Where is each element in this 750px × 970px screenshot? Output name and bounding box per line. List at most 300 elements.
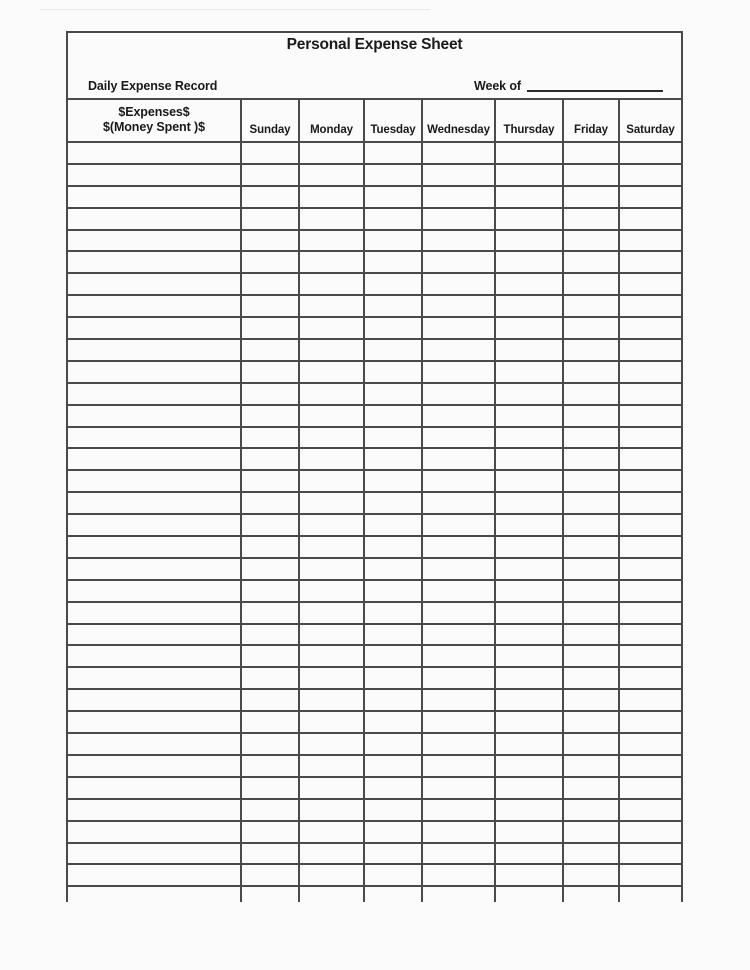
table-row bbox=[68, 471, 681, 493]
day-amount-cell bbox=[564, 209, 620, 229]
day-amount-cell bbox=[300, 581, 365, 601]
day-amount-cell bbox=[300, 603, 365, 623]
day-header-thursday: Thursday bbox=[496, 100, 564, 141]
expense-item-cell bbox=[68, 603, 242, 623]
day-header-saturday: Saturday bbox=[626, 124, 675, 136]
day-amount-cell bbox=[620, 384, 681, 404]
day-amount-cell bbox=[620, 471, 681, 491]
day-amount-cell bbox=[365, 603, 423, 623]
day-amount-cell bbox=[300, 646, 365, 666]
table-body bbox=[68, 143, 681, 902]
day-amount-cell bbox=[496, 646, 564, 666]
day-amount-cell bbox=[365, 449, 423, 469]
day-amount-cell bbox=[564, 712, 620, 732]
expense-item-cell bbox=[68, 362, 242, 382]
day-amount-cell bbox=[564, 734, 620, 754]
day-amount-cell bbox=[423, 165, 496, 185]
day-amount-cell bbox=[620, 712, 681, 732]
expenses-header-line1: $Expenses$ bbox=[118, 105, 190, 119]
day-amount-cell bbox=[564, 646, 620, 666]
table-row bbox=[68, 274, 681, 296]
day-amount-cell bbox=[365, 625, 423, 645]
day-amount-cell bbox=[564, 581, 620, 601]
day-amount-cell bbox=[620, 165, 681, 185]
day-amount-cell bbox=[496, 428, 564, 448]
day-amount-cell bbox=[564, 362, 620, 382]
day-amount-cell bbox=[620, 625, 681, 645]
expense-item-cell bbox=[68, 515, 242, 535]
expense-item-cell bbox=[68, 471, 242, 491]
day-amount-cell bbox=[496, 296, 564, 316]
day-amount-cell bbox=[620, 734, 681, 754]
day-amount-cell bbox=[242, 668, 300, 688]
day-amount-cell bbox=[496, 318, 564, 338]
day-amount-cell bbox=[300, 493, 365, 513]
day-amount-cell bbox=[496, 515, 564, 535]
day-amount-cell bbox=[423, 515, 496, 535]
day-amount-cell bbox=[564, 449, 620, 469]
expenses-column-header bbox=[68, 100, 242, 141]
day-amount-cell bbox=[242, 449, 300, 469]
day-amount-cell bbox=[496, 800, 564, 820]
day-amount-cell bbox=[423, 756, 496, 776]
day-amount-cell bbox=[300, 625, 365, 645]
day-amount-cell bbox=[365, 406, 423, 426]
day-amount-cell bbox=[242, 537, 300, 557]
day-amount-cell bbox=[564, 822, 620, 842]
day-amount-cell bbox=[496, 209, 564, 229]
table-row bbox=[68, 646, 681, 668]
day-amount-cell bbox=[300, 428, 365, 448]
day-amount-cell bbox=[620, 822, 681, 842]
day-amount-cell bbox=[365, 690, 423, 710]
day-amount-cell bbox=[242, 603, 300, 623]
day-amount-cell bbox=[300, 209, 365, 229]
day-amount-cell bbox=[300, 384, 365, 404]
day-amount-cell bbox=[300, 231, 365, 251]
day-amount-cell bbox=[564, 231, 620, 251]
day-amount-cell bbox=[564, 296, 620, 316]
day-amount-cell bbox=[423, 296, 496, 316]
day-amount-cell bbox=[365, 515, 423, 535]
week-of-field bbox=[474, 78, 663, 93]
day-amount-cell bbox=[620, 252, 681, 272]
day-amount-cell bbox=[564, 384, 620, 404]
day-amount-cell bbox=[620, 690, 681, 710]
expense-item-cell bbox=[68, 209, 242, 229]
day-amount-cell bbox=[300, 165, 365, 185]
day-amount-cell bbox=[365, 800, 423, 820]
day-amount-cell bbox=[620, 800, 681, 820]
day-amount-cell bbox=[242, 844, 300, 864]
day-amount-cell bbox=[365, 362, 423, 382]
day-amount-cell bbox=[242, 231, 300, 251]
personal-expense-sheet bbox=[66, 31, 683, 902]
day-amount-cell bbox=[620, 581, 681, 601]
day-amount-cell bbox=[365, 493, 423, 513]
day-amount-cell bbox=[423, 778, 496, 798]
expense-item-cell bbox=[68, 406, 242, 426]
day-amount-cell bbox=[300, 800, 365, 820]
day-amount-cell bbox=[496, 603, 564, 623]
expense-item-cell bbox=[68, 143, 242, 163]
day-amount-cell bbox=[496, 865, 564, 885]
table-row bbox=[68, 165, 681, 187]
day-amount-cell bbox=[496, 384, 564, 404]
day-amount-cell bbox=[423, 384, 496, 404]
expense-item-cell bbox=[68, 887, 242, 902]
day-amount-cell bbox=[620, 406, 681, 426]
day-amount-cell bbox=[564, 406, 620, 426]
day-amount-cell bbox=[423, 537, 496, 557]
table-row bbox=[68, 581, 681, 603]
day-amount-cell bbox=[365, 231, 423, 251]
table-row bbox=[68, 362, 681, 384]
day-amount-cell bbox=[300, 865, 365, 885]
day-amount-cell bbox=[365, 822, 423, 842]
day-amount-cell bbox=[365, 165, 423, 185]
day-amount-cell bbox=[423, 844, 496, 864]
table-row bbox=[68, 340, 681, 362]
day-amount-cell bbox=[365, 778, 423, 798]
table-row bbox=[68, 515, 681, 537]
day-header-monday: Monday bbox=[300, 100, 365, 141]
day-amount-cell bbox=[242, 406, 300, 426]
expense-item-cell bbox=[68, 318, 242, 338]
day-amount-cell bbox=[300, 252, 365, 272]
day-amount-cell bbox=[496, 887, 564, 902]
expense-item-cell bbox=[68, 844, 242, 864]
day-amount-cell bbox=[496, 712, 564, 732]
day-amount-cell bbox=[620, 209, 681, 229]
day-amount-cell bbox=[620, 646, 681, 666]
day-amount-cell bbox=[242, 625, 300, 645]
day-amount-cell bbox=[564, 274, 620, 294]
day-amount-cell bbox=[365, 143, 423, 163]
day-amount-cell bbox=[564, 756, 620, 776]
day-amount-cell bbox=[365, 209, 423, 229]
day-amount-cell bbox=[423, 209, 496, 229]
day-amount-cell bbox=[300, 362, 365, 382]
day-amount-cell bbox=[300, 471, 365, 491]
table-row bbox=[68, 887, 681, 902]
table-row bbox=[68, 493, 681, 515]
column-header-row bbox=[68, 100, 681, 143]
expense-item-cell bbox=[68, 800, 242, 820]
day-amount-cell bbox=[300, 449, 365, 469]
day-amount-cell bbox=[564, 690, 620, 710]
day-header-friday: Friday bbox=[564, 100, 620, 141]
day-header-sunday: Sunday bbox=[242, 100, 300, 141]
expense-item-cell bbox=[68, 822, 242, 842]
day-amount-cell bbox=[620, 231, 681, 251]
day-amount-cell bbox=[242, 559, 300, 579]
day-amount-cell bbox=[496, 756, 564, 776]
day-amount-cell bbox=[423, 406, 496, 426]
expense-item-cell bbox=[68, 712, 242, 732]
day-amount-cell bbox=[496, 362, 564, 382]
expense-item-cell bbox=[68, 449, 242, 469]
day-amount-cell bbox=[242, 318, 300, 338]
day-amount-cell bbox=[564, 340, 620, 360]
day-amount-cell bbox=[620, 274, 681, 294]
day-amount-cell bbox=[496, 340, 564, 360]
expense-item-cell bbox=[68, 252, 242, 272]
day-amount-cell bbox=[620, 340, 681, 360]
day-amount-cell bbox=[496, 493, 564, 513]
day-amount-cell bbox=[423, 822, 496, 842]
day-amount-cell bbox=[496, 537, 564, 557]
day-amount-cell bbox=[620, 537, 681, 557]
day-amount-cell bbox=[365, 865, 423, 885]
day-amount-cell bbox=[423, 581, 496, 601]
day-amount-cell bbox=[423, 471, 496, 491]
day-amount-cell bbox=[365, 537, 423, 557]
day-amount-cell bbox=[365, 340, 423, 360]
table-row bbox=[68, 143, 681, 165]
day-amount-cell bbox=[365, 471, 423, 491]
expense-item-cell bbox=[68, 274, 242, 294]
day-amount-cell bbox=[300, 296, 365, 316]
table-row bbox=[68, 231, 681, 253]
table-row bbox=[68, 406, 681, 428]
day-amount-cell bbox=[620, 515, 681, 535]
day-amount-cell bbox=[564, 844, 620, 864]
day-amount-cell bbox=[423, 231, 496, 251]
day-amount-cell bbox=[242, 296, 300, 316]
table-row bbox=[68, 318, 681, 340]
day-amount-cell bbox=[242, 712, 300, 732]
day-amount-cell bbox=[423, 690, 496, 710]
day-amount-cell bbox=[300, 537, 365, 557]
expense-item-cell bbox=[68, 865, 242, 885]
day-amount-cell bbox=[620, 318, 681, 338]
expense-item-cell bbox=[68, 296, 242, 316]
day-header-wednesday: Wednesday bbox=[423, 100, 496, 141]
day-amount-cell bbox=[496, 406, 564, 426]
day-amount-cell bbox=[620, 296, 681, 316]
day-amount-cell bbox=[242, 165, 300, 185]
day-amount-cell bbox=[365, 384, 423, 404]
expense-item-cell bbox=[68, 384, 242, 404]
day-amount-cell bbox=[242, 252, 300, 272]
scan-artifact-line bbox=[40, 9, 430, 10]
table-row bbox=[68, 537, 681, 559]
day-amount-cell bbox=[620, 493, 681, 513]
day-amount-cell bbox=[300, 778, 365, 798]
table-row bbox=[68, 296, 681, 318]
expense-item-cell bbox=[68, 428, 242, 448]
day-amount-cell bbox=[620, 428, 681, 448]
day-amount-cell bbox=[496, 822, 564, 842]
day-amount-cell bbox=[564, 668, 620, 688]
daily-expense-record-label: Daily Expense Record bbox=[88, 79, 218, 93]
day-amount-cell bbox=[620, 143, 681, 163]
day-amount-cell bbox=[564, 625, 620, 645]
day-amount-cell bbox=[300, 406, 365, 426]
day-amount-cell bbox=[423, 274, 496, 294]
expense-item-cell bbox=[68, 493, 242, 513]
day-amount-cell bbox=[496, 668, 564, 688]
day-amount-cell bbox=[365, 428, 423, 448]
table-row bbox=[68, 252, 681, 274]
table-row bbox=[68, 756, 681, 778]
day-amount-cell bbox=[365, 187, 423, 207]
day-amount-cell bbox=[300, 668, 365, 688]
day-amount-cell bbox=[564, 603, 620, 623]
day-amount-cell bbox=[496, 165, 564, 185]
day-amount-cell bbox=[564, 428, 620, 448]
expense-item-cell bbox=[68, 646, 242, 666]
table-row bbox=[68, 800, 681, 822]
day-amount-cell bbox=[423, 559, 496, 579]
expense-item-cell bbox=[68, 778, 242, 798]
expense-item-cell bbox=[68, 187, 242, 207]
day-amount-cell bbox=[423, 362, 496, 382]
day-amount-cell bbox=[242, 471, 300, 491]
sheet-title: Personal Expense Sheet bbox=[286, 36, 463, 53]
table-row bbox=[68, 603, 681, 625]
day-amount-cell bbox=[620, 887, 681, 902]
day-amount-cell bbox=[564, 537, 620, 557]
day-amount-cell bbox=[242, 800, 300, 820]
day-amount-cell bbox=[423, 493, 496, 513]
sheet-header-section bbox=[68, 33, 681, 100]
day-amount-cell bbox=[300, 690, 365, 710]
day-amount-cell bbox=[496, 231, 564, 251]
expense-item-cell bbox=[68, 734, 242, 754]
day-amount-cell bbox=[365, 318, 423, 338]
day-amount-cell bbox=[423, 734, 496, 754]
day-amount-cell bbox=[242, 428, 300, 448]
day-amount-cell bbox=[300, 274, 365, 294]
day-amount-cell bbox=[496, 778, 564, 798]
day-amount-cell bbox=[423, 887, 496, 902]
day-amount-cell bbox=[496, 625, 564, 645]
day-amount-cell bbox=[365, 581, 423, 601]
day-amount-cell bbox=[564, 143, 620, 163]
day-amount-cell bbox=[423, 865, 496, 885]
week-of-label: Week of bbox=[474, 79, 521, 93]
table-row bbox=[68, 428, 681, 450]
day-amount-cell bbox=[564, 515, 620, 535]
day-amount-cell bbox=[423, 252, 496, 272]
day-amount-cell bbox=[300, 143, 365, 163]
day-amount-cell bbox=[242, 734, 300, 754]
day-amount-cell bbox=[242, 493, 300, 513]
table-row bbox=[68, 844, 681, 866]
day-amount-cell bbox=[620, 756, 681, 776]
day-amount-cell bbox=[564, 887, 620, 902]
day-amount-cell bbox=[423, 625, 496, 645]
day-amount-cell bbox=[620, 559, 681, 579]
day-amount-cell bbox=[620, 449, 681, 469]
day-amount-cell bbox=[564, 187, 620, 207]
day-amount-cell bbox=[564, 865, 620, 885]
day-amount-cell bbox=[300, 515, 365, 535]
sub-header-row bbox=[68, 78, 681, 98]
table-row bbox=[68, 822, 681, 844]
day-amount-cell bbox=[365, 712, 423, 732]
day-amount-cell bbox=[423, 428, 496, 448]
table-row bbox=[68, 712, 681, 734]
day-amount-cell bbox=[496, 449, 564, 469]
table-row bbox=[68, 690, 681, 712]
day-amount-cell bbox=[620, 844, 681, 864]
day-amount-cell bbox=[242, 515, 300, 535]
day-amount-cell bbox=[242, 822, 300, 842]
day-amount-cell bbox=[620, 187, 681, 207]
expense-item-cell bbox=[68, 668, 242, 688]
day-amount-cell bbox=[242, 274, 300, 294]
day-amount-cell bbox=[242, 646, 300, 666]
day-amount-cell bbox=[242, 362, 300, 382]
day-amount-cell bbox=[564, 252, 620, 272]
table-row bbox=[68, 865, 681, 887]
day-amount-cell bbox=[365, 734, 423, 754]
day-amount-cell bbox=[496, 734, 564, 754]
table-row bbox=[68, 187, 681, 209]
day-amount-cell bbox=[242, 581, 300, 601]
day-amount-cell bbox=[564, 165, 620, 185]
day-amount-cell bbox=[242, 143, 300, 163]
day-amount-cell bbox=[496, 187, 564, 207]
day-amount-cell bbox=[242, 887, 300, 902]
day-amount-cell bbox=[620, 362, 681, 382]
day-amount-cell bbox=[365, 296, 423, 316]
expenses-header-line2: $(Money Spent )$ bbox=[103, 120, 205, 134]
expense-item-cell bbox=[68, 559, 242, 579]
day-amount-cell bbox=[620, 603, 681, 623]
expense-item-cell bbox=[68, 165, 242, 185]
day-amount-cell bbox=[423, 187, 496, 207]
day-amount-cell bbox=[365, 559, 423, 579]
day-amount-cell bbox=[300, 187, 365, 207]
day-amount-cell bbox=[564, 318, 620, 338]
day-amount-cell bbox=[620, 668, 681, 688]
day-amount-cell bbox=[365, 252, 423, 272]
day-amount-cell bbox=[564, 800, 620, 820]
day-amount-cell bbox=[564, 493, 620, 513]
day-amount-cell bbox=[620, 778, 681, 798]
table-row bbox=[68, 625, 681, 647]
expense-item-cell bbox=[68, 537, 242, 557]
day-amount-cell bbox=[496, 274, 564, 294]
day-amount-cell bbox=[300, 844, 365, 864]
table-row bbox=[68, 449, 681, 471]
day-amount-cell bbox=[242, 756, 300, 776]
table-row bbox=[68, 559, 681, 581]
expense-item-cell bbox=[68, 231, 242, 251]
day-amount-cell bbox=[300, 318, 365, 338]
day-amount-cell bbox=[300, 822, 365, 842]
day-amount-cell bbox=[300, 887, 365, 902]
day-amount-cell bbox=[423, 603, 496, 623]
day-amount-cell bbox=[365, 844, 423, 864]
day-amount-cell bbox=[300, 559, 365, 579]
day-amount-cell bbox=[300, 756, 365, 776]
table-row bbox=[68, 384, 681, 406]
day-amount-cell bbox=[242, 690, 300, 710]
day-amount-cell bbox=[423, 143, 496, 163]
day-amount-cell bbox=[365, 646, 423, 666]
day-amount-cell bbox=[564, 778, 620, 798]
day-amount-cell bbox=[242, 209, 300, 229]
expense-item-cell bbox=[68, 340, 242, 360]
day-amount-cell bbox=[365, 887, 423, 902]
day-amount-cell bbox=[564, 471, 620, 491]
day-amount-cell bbox=[423, 340, 496, 360]
